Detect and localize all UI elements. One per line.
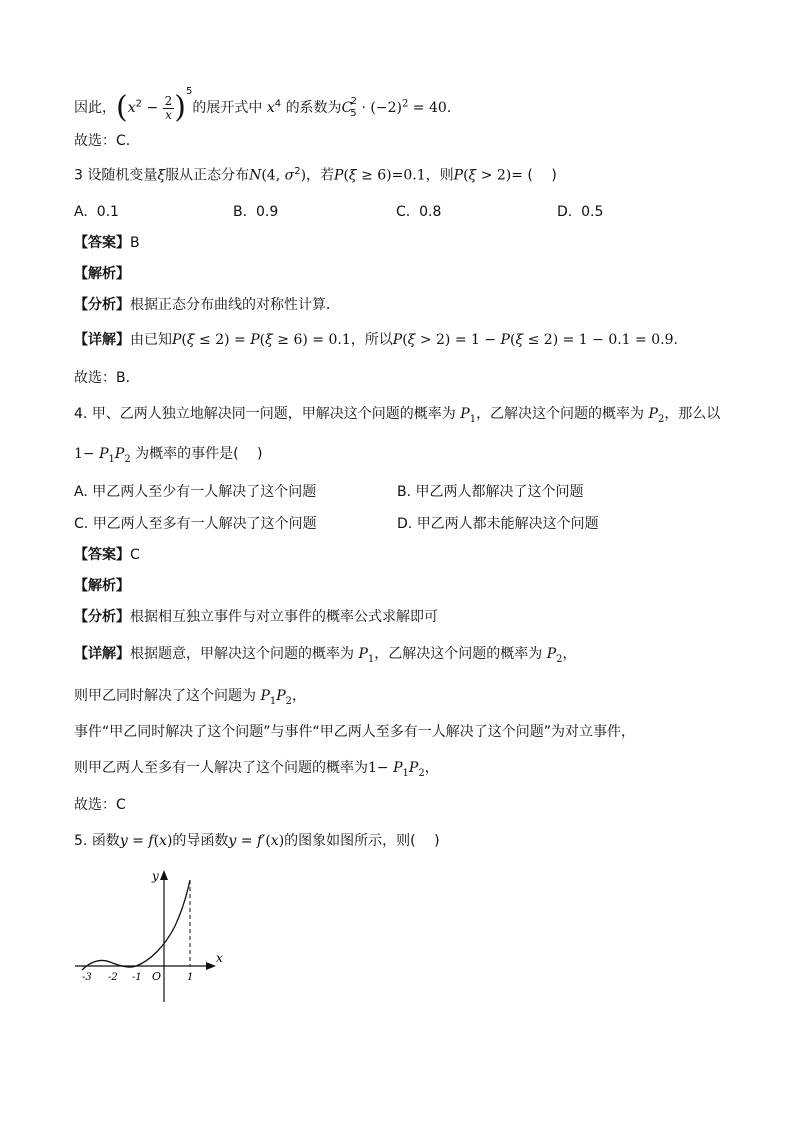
y-axis-arrow	[160, 870, 168, 880]
q3-option-b: B. 0.9	[233, 204, 279, 220]
q2-conclusion-line: 因此，($x^2$ − $\frac{2}{x}$ )$^5$的展开式中 $x^4$ 的系数为$C_5^2 \cdot (-2)^2 = 40$.	[74, 86, 452, 125]
origin-label: O	[152, 970, 162, 983]
q3-option-a: A. 0.1	[74, 204, 119, 220]
tick-label-neg3: -3	[82, 972, 92, 983]
q3-choice: 故选：B．	[74, 370, 140, 386]
q4-stem-line1: 4. 甲、乙两人独立地解决同一问题，甲解决这个问题的概率为 $P_1$，乙解决这个问题的概率为 $P_2$，那么以	[74, 406, 721, 425]
q4-stem-line2: $1- P_1P_2$ 为概率的事件是( )	[74, 446, 263, 465]
q4-option-b: B. 甲乙两人都解决了这个问题	[397, 484, 584, 500]
q3-option-c: C. 0.8	[396, 204, 442, 220]
q5-stem: 5. 函数y = f(x)的导函数y = f′(x)的图象如图所示，则( )	[74, 833, 440, 849]
tick-label-1: 1	[187, 972, 194, 983]
x-axis-label: x	[216, 951, 223, 965]
q4-choice: 故选：C	[74, 797, 126, 813]
q4-option-d: D. 甲乙两人都未能解决这个问题	[397, 516, 599, 532]
fraction-2-over-x: $\frac{2}{x}$	[164, 93, 173, 122]
derivative-graph	[70, 866, 230, 1006]
x-axis-arrow	[206, 962, 216, 970]
q2-choice: 故选：C.	[74, 133, 131, 149]
q4-line2: 则甲乙同时解决了这个问题为 $P_1P_2$，	[74, 688, 307, 707]
q4-answer: 【答案】C	[74, 547, 140, 563]
q3-analysis-heading: 【解析】	[74, 266, 130, 282]
q3-stem: 3 设随机变量ξ服从正态分布N(4, $\sigma^2$)，若P(ξ ≥ 6)=0.1，则P(ξ > 2)= ( )	[74, 166, 557, 184]
q3-option-d: D. 0.5	[557, 204, 604, 220]
derivative-curve	[82, 880, 190, 970]
tick-label-neg1: -1	[132, 972, 142, 983]
q3-fenxi: 【分析】根据正态分布曲线的对称性计算．	[74, 297, 340, 313]
q4-analysis-heading: 【解析】	[74, 578, 130, 594]
q4-option-c: C. 甲乙两人至多有一人解决了这个问题	[74, 516, 317, 532]
q4-line4: 则甲乙两人至多有一人解决了这个问题的概率为$1- P_1P_2$，	[74, 760, 439, 779]
q4-option-a: A. 甲乙两人至少有一人解决了这个问题	[74, 484, 317, 500]
y-axis-label: y	[152, 869, 159, 883]
q3-answer: 【答案】B	[74, 235, 140, 251]
q4-line3: 事件“甲乙同时解决了这个问题”与事件“甲乙两人至多有一人解决了这个问题”为对立事件，	[74, 724, 636, 740]
q3-xiangjie: 【详解】由已知P(ξ ≤ 2) = P(ξ ≥ 6) = 0.1，所以P(ξ > 2) = 1 − P(ξ ≤ 2) = 1 − 0.1 = 0.9.	[74, 332, 678, 348]
q4-xiangjie: 【详解】根据题意，甲解决这个问题的概率为 $P_1$，乙解决这个问题的概率为 $P_2$，	[74, 646, 577, 665]
tick-label-neg2: -2	[108, 972, 118, 983]
q4-fenxi: 【分析】根据相互独立事件与对立事件的概率公式求解即可	[74, 609, 438, 625]
